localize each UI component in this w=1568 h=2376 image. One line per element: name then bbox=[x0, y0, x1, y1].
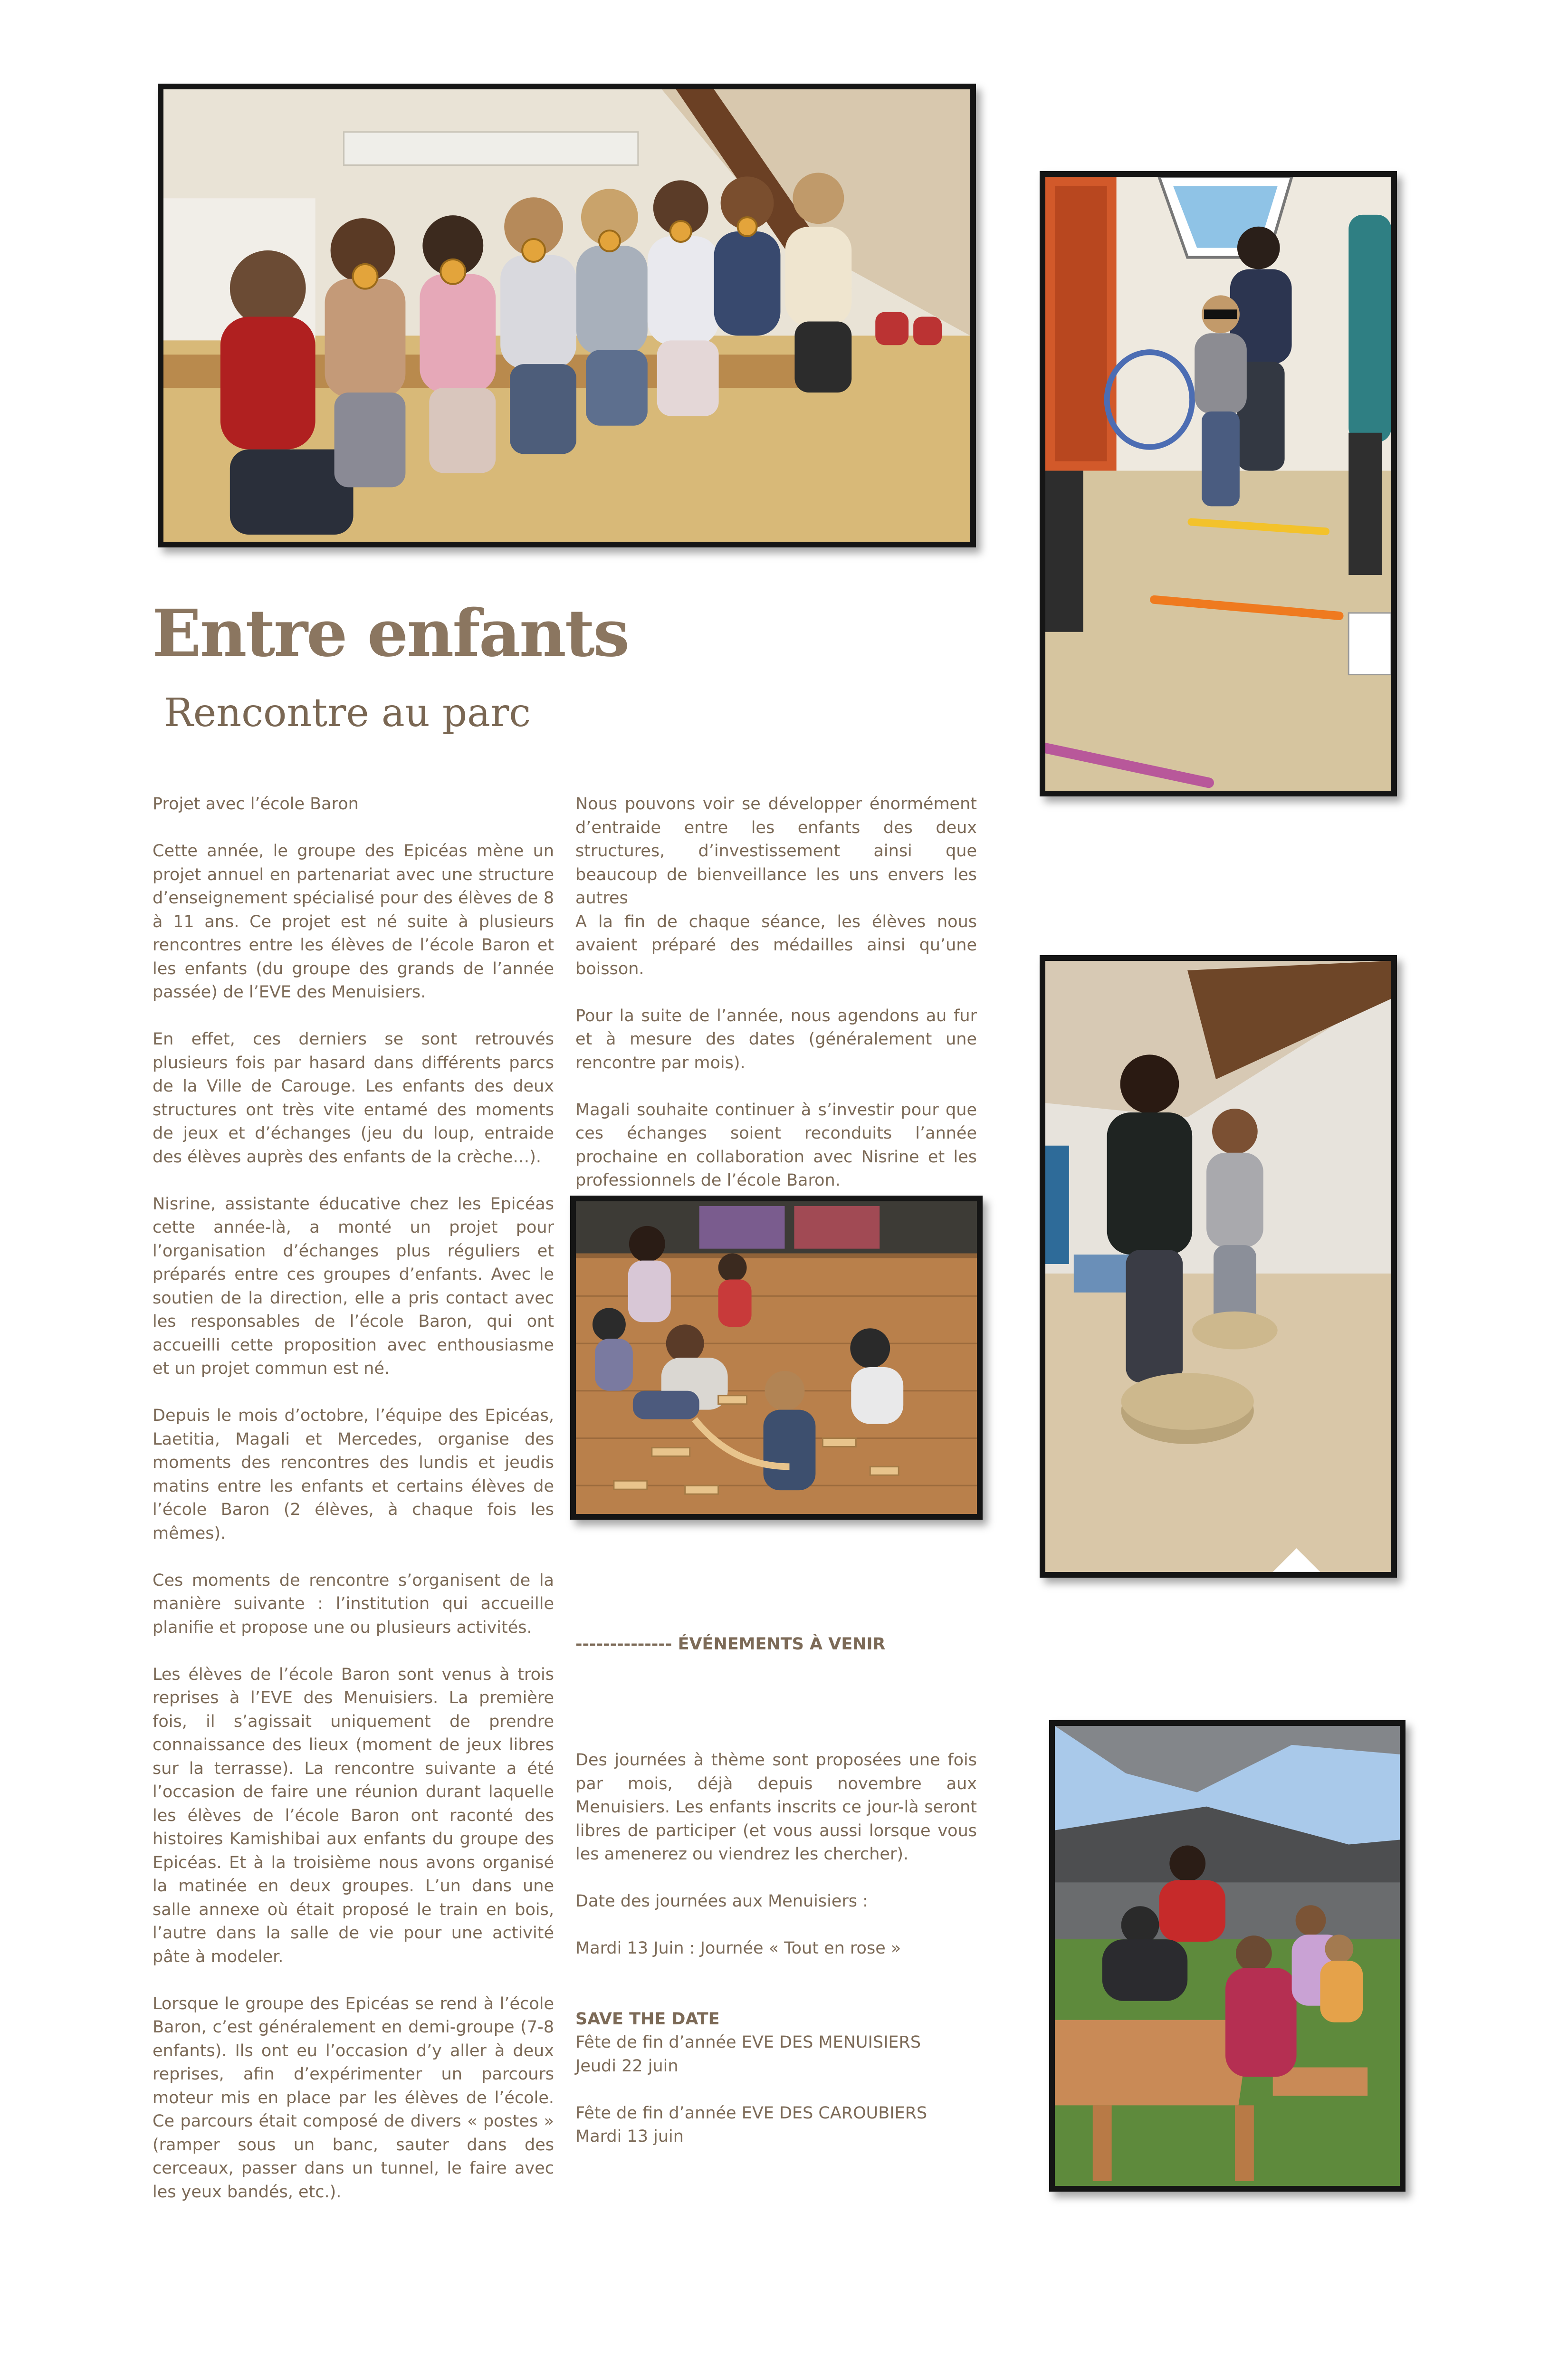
events-header-title: ÉVÉNEMENTS À VENIR bbox=[678, 1635, 886, 1654]
events-date-item: Mardi 13 Juin : Journée « Tout en rose » bbox=[575, 1939, 901, 1958]
save-item-name: Fête de fin d’année EVE DES CAROUBIERS bbox=[575, 2103, 927, 2123]
save-item-date: Mardi 13 juin bbox=[575, 2127, 684, 2146]
body-paragraph: En effet, ces derniers se sont retrouvés plusieurs fois par hasard dans différents parcs de la Ville de Carouge. Les enfants des deux structures ont très vite entamé des moments de jeux et d’échanges (jeu du loup, entraide des élèves auprès des enfants de la crèche…). bbox=[153, 1030, 554, 1167]
events-column bbox=[575, 1749, 977, 2149]
events-dates-label: Date des journées aux Menuisiers : bbox=[575, 1892, 868, 1911]
body-paragraph: A la fin de chaque séance, les élèves nous avaient préparé des médailles ainsi qu’une boisson. bbox=[575, 912, 977, 978]
body-paragraph: Nisrine, assistante éducative chez les Epicéas cette année-là, a monté un projet pour l’organisation d’échanges plus réguliers et préparés entre ces groupes d’enfants. Avec le soutien de la direction, elle a pris contact avec les responsables de l’école Baron, qui ont accueilli cette proposition avec enthousiasme et un projet commun est né. bbox=[153, 1194, 554, 1378]
save-the-date-title: SAVE THE DATE bbox=[575, 2009, 720, 2029]
events-header bbox=[575, 1633, 977, 1657]
article-title: Entre enfants bbox=[152, 595, 629, 671]
body-paragraph: Ces moments de rencontre s’organisent de la manière suivante : l’institution qui accueille planifie et propose une ou plusieurs activités. bbox=[153, 1571, 554, 1637]
body-paragraph: Depuis le mois d’octobre, l’équipe des Epicéas, Laetitia, Magali et Mercedes, organise des moments des rencontres des lundis et jeudis matins entre les enfants et certains élèves de l’école Baron (2 élèves, à chaque fois les mêmes). bbox=[153, 1406, 554, 1543]
save-item-date: Jeudi 22 juin bbox=[575, 2056, 679, 2076]
outdoor-table-photo bbox=[1049, 1720, 1405, 2192]
middle-text-column bbox=[575, 793, 977, 1216]
events-intro: Des journées à thème sont proposées une fois par mois, déjà depuis novembre aux Menuisiers. Les enfants inscrits ce jour-là seront libres de participer (et vous aussi lorsque vous les amenerez ou viendrez les chercher). bbox=[575, 1751, 977, 1864]
cushion-balance-photo bbox=[1040, 955, 1397, 1578]
body-paragraph: Pour la suite de l’année, nous agendons au fur et à mesure des dates (généralement une rencontre par mois). bbox=[575, 1006, 977, 1073]
left-text-column bbox=[153, 793, 554, 2228]
children-with-medals-photo bbox=[158, 84, 976, 547]
events-header-dashes: -------------- bbox=[575, 1635, 672, 1654]
body-paragraph: Magali souhaite continuer à s’investir pour que ces échanges soient reconduits l’année prochaine en collaboration avec Nisrine et les professionnels de l’école Baron. bbox=[575, 1100, 977, 1190]
wooden-train-play-photo bbox=[570, 1196, 983, 1520]
body-paragraph: Nous pouvons voir se développer énormément d’entraide entre les enfants des deux structures, d’investissement ainsi que beaucoup de bienveillance les uns envers les autres bbox=[575, 795, 977, 908]
body-paragraph: Les élèves de l’école Baron sont venus à trois reprises à l’EVE des Menuisiers. La première fois, il s’agissait uniquement de prendre connaissance des lieux (moment de jeux libres sur la terrasse). La rencontre suivante a été l’occasion de faire une réunion durant laquelle les élèves de l’école Baron ont raconté des histoires Kamishibai aux enfants du groupe des Epicéas. Et à la troisième nous avons organisé la matinée en deux groupes. L’un dans une salle annexe où était proposé le train en bois, l’autre dans la salle de vie pour une activité pâte à modeler. bbox=[153, 1665, 554, 1966]
project-intro-line: Projet avec l’école Baron bbox=[153, 795, 359, 814]
save-item-name: Fête de fin d’année EVE DES MENUISIERS bbox=[575, 2033, 921, 2052]
article-subtitle: Rencontre au parc bbox=[164, 690, 531, 736]
blindfold-course-photo bbox=[1040, 171, 1397, 796]
body-paragraph: Cette année, le groupe des Epicéas mène un projet annuel en partenariat avec une structure d’enseignement spécialisé pour des élèves de 8 à 11 ans. Ce projet est né suite à plusieurs rencontres entre les élèves de l’école Baron et les enfants (du groupe des grands de l’année passée) de l’EVE des Menuisiers. bbox=[153, 842, 554, 1002]
body-paragraph: Lorsque le groupe des Epicéas se rend à l’école Baron, c’est généralement en demi-groupe (7-8 enfants). Ils ont eu l’occasion d’y aller à deux reprises, afin d’expérimenter un parcours moteur mis en place par les élèves de l’école. Ce parcours était composé de divers « postes » (ramper sous un banc, sauter dans des cerceaux, passer dans un tunnel, le faire avec les yeux bandés, etc.). bbox=[153, 1994, 554, 2202]
